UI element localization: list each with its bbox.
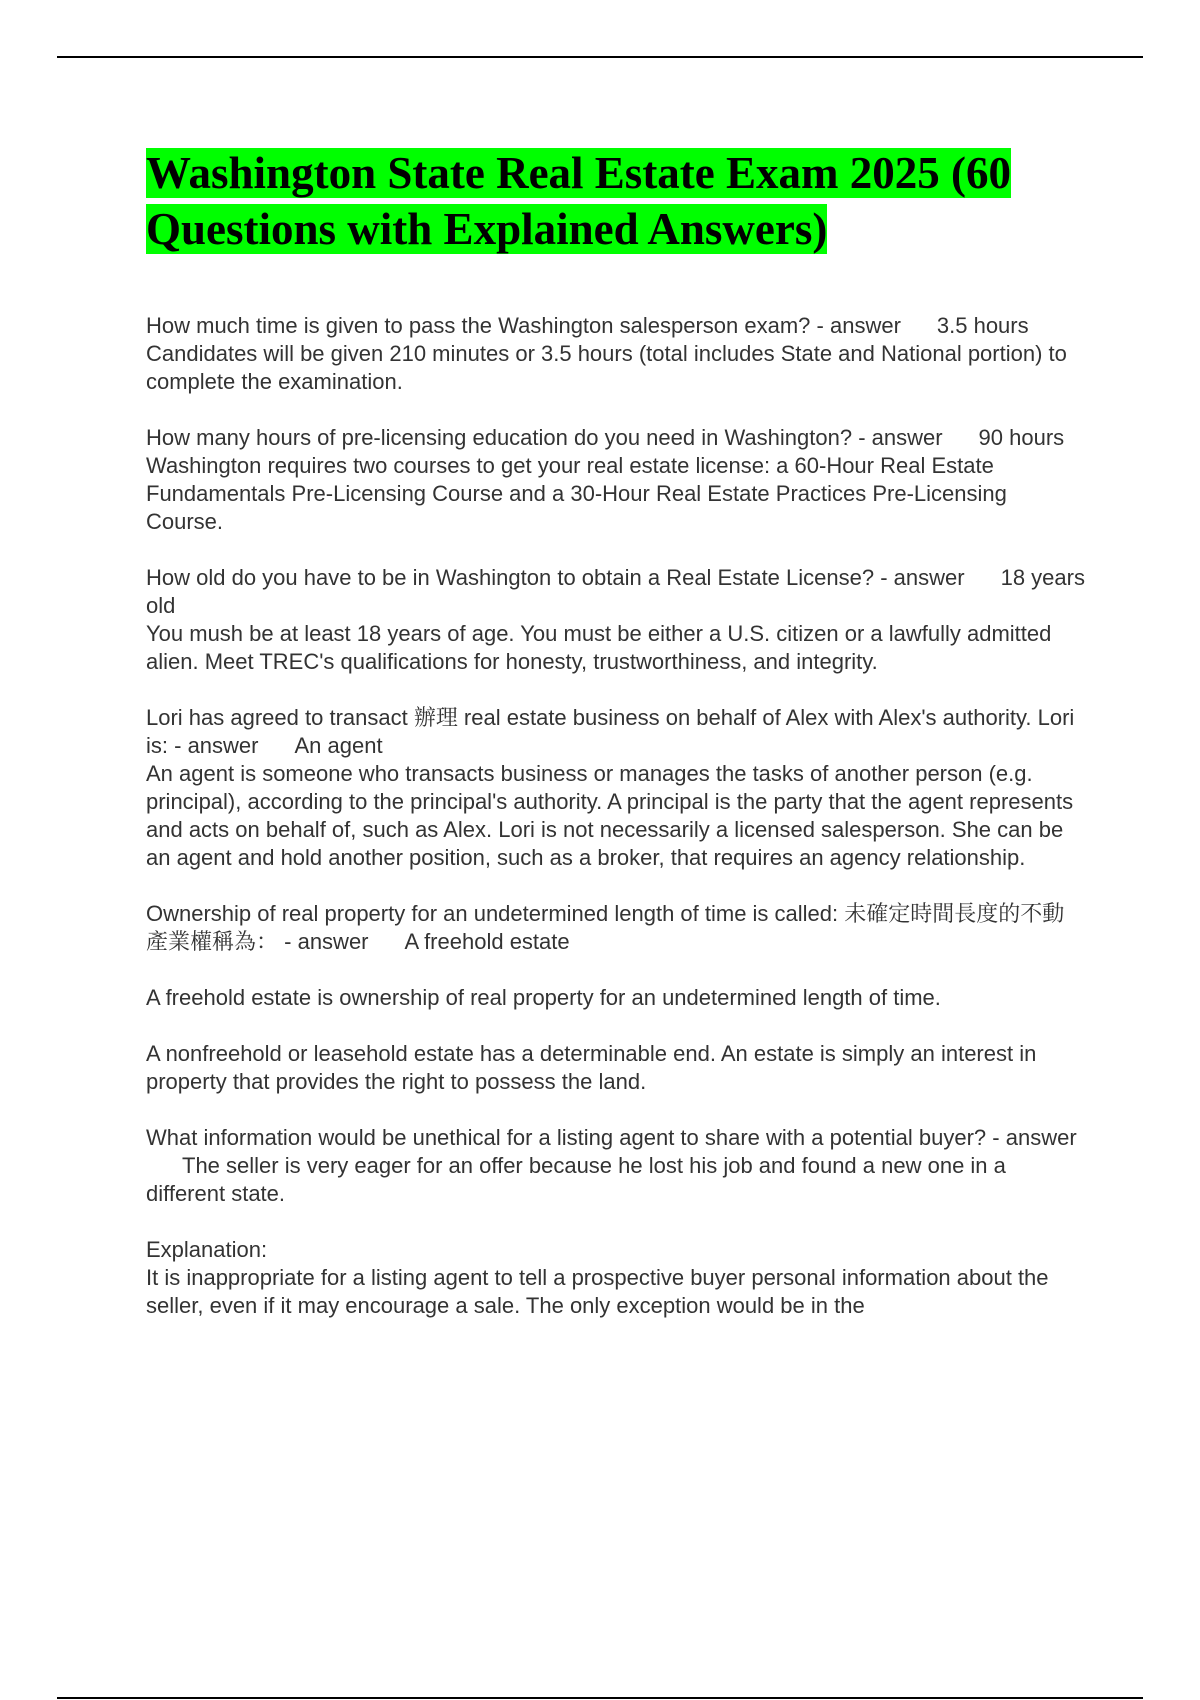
explanation-paragraph: A nonfreehold or leasehold estate has a determinable end. An estate is simply an interest in property that provides the right to possess the land.	[146, 1041, 1037, 1094]
question-line	[146, 564, 1086, 676]
document-body	[146, 145, 1086, 1348]
top-rule	[57, 56, 1143, 58]
explanation-heading: Explanation:	[146, 1237, 268, 1262]
question-text: How many hours of pre-licensing education do you need in Washington?	[146, 425, 853, 450]
answer-text: 18 years old	[146, 565, 1085, 618]
answer-marker: - answer	[284, 929, 369, 954]
answer-text: The seller is very eager for an offer because he lost his job and found a new one in a different state.	[146, 1153, 1006, 1206]
explanation-paragraph: A freehold estate is ownership of real property for an undetermined length of time.	[146, 985, 941, 1010]
answer-marker: - answer	[992, 1125, 1077, 1150]
qa-item	[146, 312, 1086, 396]
question-line	[146, 1124, 1086, 1208]
question-text: What information would be unethical for a listing agent to share with a potential buyer?	[146, 1125, 987, 1150]
explanation-text: Washington requires two courses to get your real estate license: a 60-Hour Real Estate Fundamentals Pre-Licensing Course and a 30-Hour Real Estate Practices Pre-Licensing Course.	[146, 453, 1007, 534]
question-text: Ownership of real property for an undetermined length of time is called: 未確定時間長度的不動產業權稱為：	[146, 901, 1065, 954]
answer-text: An agent	[294, 733, 383, 758]
question-line	[146, 900, 1086, 956]
question-line	[146, 704, 1086, 872]
question-text: How much time is given to pass the Washington salesperson exam?	[146, 313, 811, 338]
highlighted-title-text: Washington State Real Estate Exam 2025 (60 Questions with Explained Answers)	[146, 148, 1011, 254]
answer-text: 3.5 hours	[936, 313, 1029, 338]
answer-marker: - answer	[816, 313, 901, 338]
explanation-text: You mush be at least 18 years of age. You must be either a U.S. citizen or a lawfully admitted alien. Meet TREC's qualifications for honesty, trustworthiness, and integrity.	[146, 621, 1052, 674]
explanation-text: Candidates will be given 210 minutes or 3.5 hours (total includes State and National portion) to complete the examination.	[146, 341, 1067, 394]
qa-item	[146, 564, 1086, 676]
question-text: How old do you have to be in Washington to obtain a Real Estate License?	[146, 565, 875, 590]
question-line	[146, 424, 1086, 536]
explanation-text: It is inappropriate for a listing agent to tell a prospective buyer personal information about the seller, even if it may encourage a sale. The only exception would be in the	[146, 1265, 1049, 1318]
qa-item	[146, 900, 1086, 1096]
explanation-text: An agent is someone who transacts business or manages the tasks of another person (e.g. principal), according to the principal's authority. A principal is the party that the agent represents and acts on behalf of, such as Alex. Lori is not necessarily a licensed salesperson. She can be an agent and hold another position, such as a broker, that requires an agency relationship.	[146, 761, 1074, 870]
answer-marker: - answer	[174, 733, 259, 758]
qa-item	[146, 1124, 1086, 1320]
question-line	[146, 312, 1086, 396]
qa-item	[146, 424, 1086, 536]
answer-text: 90 hours	[978, 425, 1065, 450]
answer-marker: - answer	[858, 425, 943, 450]
question-text: Lori has agreed to transact 辦理 real estate business on behalf of Alex with Alex's authority. Lori is:	[146, 705, 1075, 758]
qa-item	[146, 704, 1086, 872]
qa-list	[146, 312, 1086, 1320]
answer-marker: - answer	[880, 565, 965, 590]
answer-text: A freehold estate	[404, 929, 570, 954]
bottom-rule	[57, 1697, 1143, 1699]
document-title	[146, 145, 1086, 257]
explanation-paragraph	[146, 1236, 1086, 1320]
